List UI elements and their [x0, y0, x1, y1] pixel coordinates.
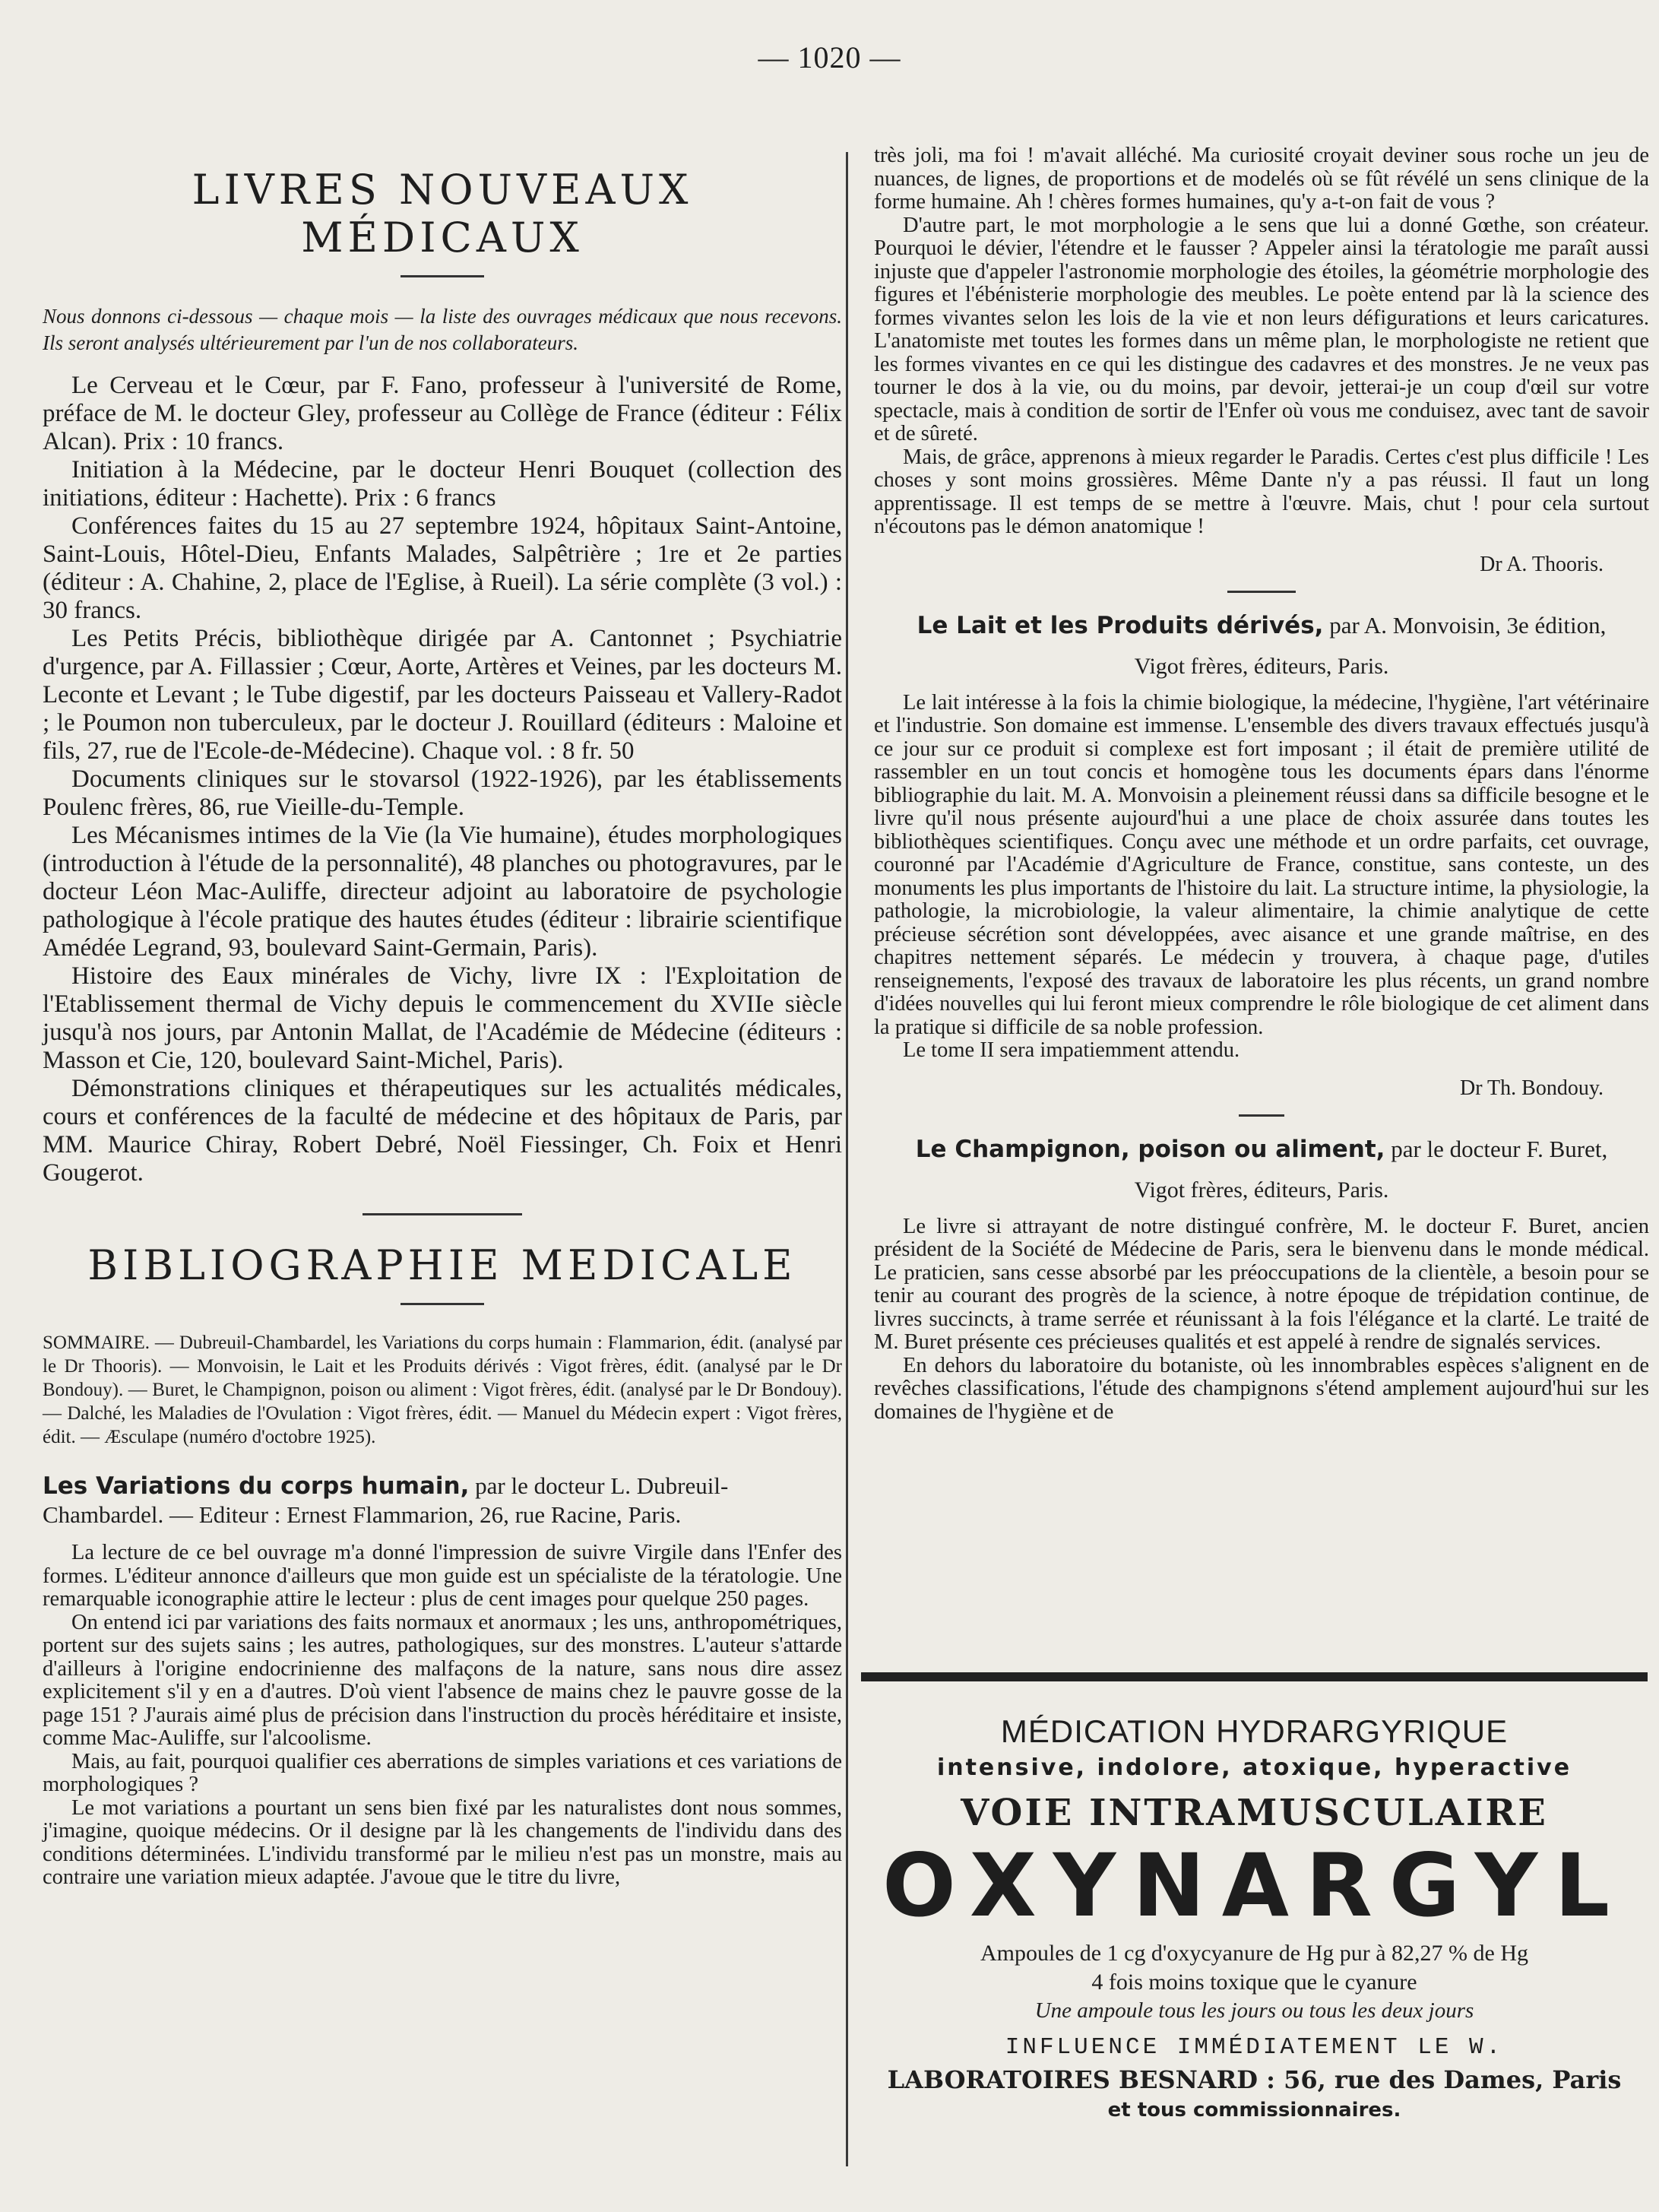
review-paragraph: Mais, au fait, pourquoi qualifier ces aberrations de simples variations et ces variations de morphologiques ? — [43, 1749, 842, 1796]
review-paragraph: Le lait intéresse à la fois la chimie biologique, la médecine, l'hygiène, l'art vétérinaire et l'industrie. Son domaine est immense. L'ensemble des divers travaux effectués jusqu'à ce jour sur ce produit si complexe est fort imposant ; il était de première utilité de rassembler en un tout concis et homogène tous les documents épars dans l'énorme bibliographie du lait. M. A. Monvoisin a pleinement réussi dans sa difficile besogne et le livre qu'il nous présente aujourd'hui a une place de choix assurée dans toutes les bibliothèques scientifiques. Conçu avec une méthode et un ordre parfaits, cet ouvrage, couronné par l'Académie d'Agriculture de France, constitue, sans conteste, un des monuments les plus importants de l'histoire du lait. La structure intime, la physiologie, la pathologie, la microbiologie, la valeur alimentaire, la chimie analytique de cette précieuse sécrétion sont développées, avec aisance et une grande maîtrise, en des chapitres nettement séparés. Le médecin y trouvera, à chaque page, d'utiles renseignements, l'exposé des travaux de laboratoire les plus récents, un grand nombre d'idées nouvelles qui lui feront mieux comprendre le rôle biologique de cet aliment dans la pratique si difficile de sa noble profession. — [874, 690, 1649, 1039]
ad-product-name: OXYNARGYL — [882, 1835, 1626, 1936]
review-paragraph: très joli, ma foi ! m'avait alléché. Ma curiosité croyait deviner sous roche un jeu de nuances, de lignes, de proportions et de modelés où se fût révélé un sens clinique de la forme humaine. Ah ! chères formes humaines, qu'y a-t-on fait de vous ? — [874, 144, 1649, 214]
title-rule — [401, 275, 484, 277]
review-paragraph: Le livre si attrayant de notre distingué confrère, M. le docteur F. Buret, ancien président de la Société de Médecine de Paris, sera le bienvenu dans le monde médical. Le praticien, sans cesse absorbé par les préoccupations de la clientèle, a besoin pour se tenir au courant des progrès de la science, à notre époque de trépidation continue, de livres succincts, à trame serrée et réunissant à la fois l'élégance et la clarté. Le traité de M. Buret présente ces précieuses qualités et est appelé à rendre de signalés services. — [874, 1214, 1649, 1354]
review-publisher: Vigot frères, éditeurs, Paris. — [1134, 653, 1389, 679]
review-signature: Dr A. Thooris. — [1480, 552, 1604, 576]
review-separator — [1227, 591, 1296, 593]
ad-tagline: intensive, indolore, atoxique, hyperactive — [936, 1754, 1572, 1781]
review-paragraph: Le mot variations a pourtant un sens bien fixé par les naturalistes dont nous sommes, j'imagine, quoique médecins. Or il designe par là les changements de l'individu dans des conditions déterminées. L'individu transformé par le milieu n'est pas un monstre, mais au contraire une variation mieux adaptée. J'avoue que le titre du livre, — [43, 1795, 842, 1889]
ad-distribution: et tous commissionnaires. — [1107, 2099, 1401, 2122]
review-paragraph: On entend ici par variations des faits normaux et anormaux ; les uns, anthropométriques, portent sur des sujets sains ; les autres, pathologiques, sur des monstres. L'auteur s'attarde d'ailleurs à l'origine endocrinienne des malfaçons de la nature, sans nous dire assez explicitement s'il y en a d'autres. D'où vient l'absence de mains chez le pauvre gosse de la page 151 ? J'aurais aimé plus de précision dans l'instruction du procès héréditaire et insiste, comme Mac-Auliffe, sur l'alcoolisme. — [43, 1610, 842, 1750]
book-list — [43, 372, 842, 1187]
review-heading — [874, 1135, 1649, 1164]
ad-laboratory: LABORATOIRES BESNARD : 56, rue des Dames, Paris — [887, 2065, 1622, 2094]
review-publisher: Vigot frères, éditeurs, Paris. — [1134, 1177, 1389, 1203]
ad-effect: INFLUENCE IMMÉDIATEMENT LE W. — [1005, 2034, 1504, 2061]
review-heading — [43, 1472, 842, 1529]
ad-composition: Ampoules de 1 cg d'oxycyanure de Hg pur à 82,27 % de Hg — [980, 1941, 1529, 1966]
review-paragraph: La lecture de ce bel ouvrage m'a donné l'impression de suivre Virgile dans l'Enfer des formes. L'éditeur annonce d'ailleurs que mon guide est un spécialiste de la tératologie. Une remarquable iconographie attire le lecteur : plus de cent images pour quelque 250 pages. — [43, 1541, 842, 1611]
ad-toxicity: 4 fois moins toxique que le cyanure — [1091, 1970, 1417, 1995]
book-entry: Documents cliniques sur le stovarsol (1922-1926), par les établissements Poulenc frères, 86, rue Vieille-du-Temple. — [43, 765, 842, 821]
ad-heading: MÉDICATION HYDRARGYRIQUE — [1000, 1713, 1509, 1749]
ad-top-bar — [861, 1672, 1648, 1681]
review-paragraph: Le tome II sera impatiemment attendu. — [903, 1038, 1240, 1062]
section-separator — [363, 1213, 522, 1215]
intro-paragraph: Nous donnons ci-dessous — chaque mois — la liste des ouvrages médicaux que nous recevons. Ils seront analysés ultérieurement par l'un de nos collaborateurs. — [43, 305, 842, 354]
summary-paragraph: SOMMAIRE. — Dubreuil-Chambardel, les Variations du corps humain : Flammarion, édit. (analysé par le Dr Thooris). — Monvoisin, le Lait et les Produits dérivés : Vigot frères, édit. (analysé par le Dr Bondouy). — Buret, le Champignon, poison ou aliment : Vigot frères, édit. (analysé par le Dr Bondouy). — Dalché, les Maladies de l'Ovulation : Vigot frères, édit. — Manuel du Médecin expert : Vigot frères, édit. — Æsculape (numéro d'octobre 1925). — [43, 1333, 842, 1447]
left-column — [43, 144, 842, 1890]
review-byline: par le docteur F. Buret, — [1385, 1135, 1608, 1162]
page-number: — 1020 — — [758, 40, 901, 74]
book-entry: Le Cerveau et le Cœur, par F. Fano, professeur à l'université de Rome, préface de M. le docteur Gley, professeur au Collège de France (éditeur : Félix Alcan). Prix : 10 francs. — [43, 372, 842, 455]
ad-dosage: Une ampoule tous les jours ou tous les deux jours — [1034, 1998, 1474, 2023]
review-title: Le Champignon, poison ou aliment, — [915, 1135, 1385, 1163]
column-divider — [846, 152, 848, 2166]
title-rule — [401, 1303, 484, 1305]
review-paragraph: Mais, de grâce, apprenons à mieux regarder le Paradis. Certes c'est plus difficile ! Les choses y sont moins grossières. Même Dante n'y a pas réussi. Il faut un long apprentissage. Il est temps de se mettre à l'œuvre. Mais, chut ! pour cela surtout n'écoutons pas le démon anatomique ! — [874, 445, 1649, 538]
review-byline: par A. Monvoisin, 3e édition, — [1323, 611, 1607, 639]
review-title: Le Lait et les Produits dérivés, — [917, 611, 1324, 639]
book-entry: Les Mécanismes intimes de la Vie (la Vie humaine), études morphologiques (introduction à l'étude de la personnalité), 48 planches ou photogravures, par le docteur Léon Mac-Auliffe, directeur adjoint au laboratoire de psychologie pathologique à l'école pratique des hautes études (éditeur : librairie scientifique Amédée Legrand, 93, boulevard Saint-Germain, Paris). — [43, 822, 842, 962]
right-column — [874, 144, 1649, 1424]
section-title-livres: LIVRES NOUVEAUX MÉDICAUX — [192, 166, 693, 261]
review-byline: par le docteur L. Dubreuil-Chambardel. — Editeur : Ernest Flammarion, 26, rue Racine, Paris. — [43, 1472, 729, 1528]
book-entry: Initiation à la Médecine, par le docteur Henri Bouquet (collection des initiations, éditeur : Hachette). Prix : 6 francs — [43, 456, 842, 512]
review-paragraph: En dehors du laboratoire du botaniste, où les innombrables espèces s'alignent en de revêches classifications, l'étude des champignons s'étend amplement aujourd'hui sur les domaines de l'hygiène et de — [874, 1353, 1649, 1424]
section-title-bibliographie: BIBLIOGRAPHIE MEDICALE — [87, 1241, 797, 1289]
review-title: Les Variations du corps humain, — [43, 1472, 470, 1500]
review-paragraph: D'autre part, le mot morphologie a le sens que lui a donné Gœthe, son créateur. Pourquoi le dévier, l'étendre et le fausser ? Appeler ainsi la tératologie me paraît aussi injuste que d'appeler l'astronomie morphologie des étoiles, la géométrie morphologie des figures et l'ébénisterie morphologie des meubles. Le poète entend par là la science des formes vivantes selon les lois de la vie et non leurs défigurations et leurs caricatures. L'anatomiste met toutes les formes dans un même plan, le morphologiste ne retient que les formes vivantes en ce qui les distingue des cadavres et des monstres. Je ne veux pas tourner le dos à la vie, ou du moins, par devoir, jetterai-je un coup d'œil sur votre spectacle, mais à condition de sortir de l'Enfer où vous me conduisez, avec tant de savoir et de sûreté. — [874, 213, 1649, 445]
book-entry: Démonstrations cliniques et thérapeutiques sur les actualités médicales, cours et conférences de la faculté de médecine et des hôpitaux de Paris, par MM. Maurice Chiray, Robert Debré, Noël Fiessinger, Ch. Foix et Henri Gougerot. — [43, 1075, 842, 1187]
advertisement-oxynargyl — [861, 1672, 1648, 2159]
book-entry: Les Petits Précis, bibliothèque dirigée par A. Cantonnet ; Psychiatrie d'urgence, par A. Fillassier ; Cœur, Aorte, Artères et Veines, par les docteurs M. Leconte et Levant ; le Tube digestif, par les docteurs Paisseau et Vallery-Radot ; le Poumon non tuberculeux, par le docteur J. Rouillard (éditeurs : Maloine et fils, 27, rue de l'Ecole-de-Médecine). Chaque vol. : 8 fr. 50 — [43, 625, 842, 765]
book-entry: Conférences faites du 15 au 27 septembre 1924, hôpitaux Saint-Antoine, Saint-Louis, Hôtel-Dieu, Enfants Malades, Salpêtrière ; 1re et 2e parties (éditeur : A. Chahine, 2, place de l'Eglise, à Rueil). La série complète (3 vol.) : 30 francs. — [43, 512, 842, 624]
review-signature: Dr Th. Bondouy. — [1460, 1076, 1604, 1100]
book-entry: Histoire des Eaux minérales de Vichy, livre IX : l'Exploitation de l'Etablissement thermal de Vichy depuis le commencement du XVIIe siècle jusqu'à nos jours, par Antonin Mallat, de l'Académie de Médecine (éditeurs : Masson et Cie, 120, boulevard Saint-Michel, Paris). — [43, 962, 842, 1074]
ad-route: VOIE INTRAMUSCULAIRE — [961, 1792, 1548, 1834]
review-separator — [1239, 1114, 1284, 1117]
review-heading — [874, 611, 1649, 640]
